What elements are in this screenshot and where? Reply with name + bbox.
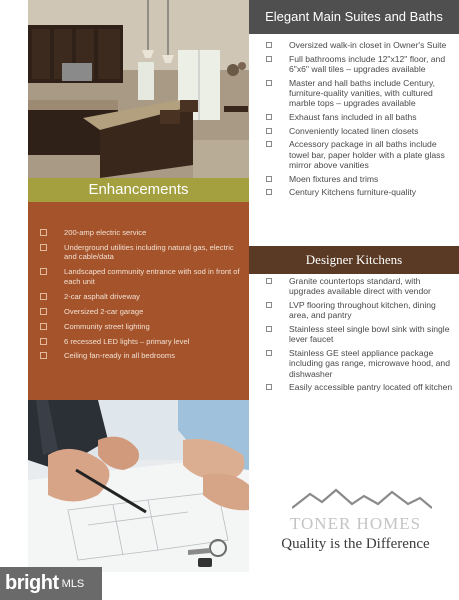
company-tagline: Quality is the Difference — [281, 536, 430, 552]
mls-suffix: MLS — [61, 577, 85, 590]
checkbox-icon — [266, 384, 272, 390]
checkbox-icon — [266, 350, 272, 356]
checkbox-icon — [266, 302, 272, 308]
list-item: Stainless steel single bowl sink with single lever faucet — [262, 324, 456, 345]
company-name: TONER HOMES — [289, 514, 422, 533]
list-item: Community street lighting — [40, 322, 241, 332]
checkbox-icon — [40, 229, 47, 236]
list-item: Accessory package in all baths include towel bar, paper holder with a plate glass mirror above vanities — [262, 139, 456, 170]
checkbox-icon — [40, 308, 47, 315]
checkbox-icon — [40, 352, 47, 359]
checkbox-icon — [266, 56, 272, 62]
list-item: Exhaust fans included in all baths — [262, 112, 456, 122]
bright-mls-badge — [0, 567, 102, 600]
checkbox-icon — [40, 293, 47, 300]
list-item: Moen fixtures and trims — [262, 174, 456, 184]
checkbox-icon — [266, 326, 272, 332]
list-item: Master and hall baths include Century, furniture-quality vanities, with cultured marble tops – upgrades available — [262, 78, 456, 109]
list-item: 6 recessed LED lights – primary level — [40, 337, 241, 347]
kitchen-photo — [28, 0, 249, 178]
toner-homes-logo — [252, 488, 459, 558]
list-item: Landscaped community entrance with sod in front of each unit — [40, 267, 241, 286]
checkbox-icon — [40, 244, 47, 251]
blueprint-hands-photo — [28, 400, 249, 572]
list-item: 200-amp electric service — [40, 228, 241, 238]
enhancements-title: Enhancements — [28, 178, 249, 202]
suites-title: Elegant Main Suites and Baths — [249, 0, 459, 34]
checkbox-icon — [40, 323, 47, 330]
list-item: Underground utilities including natural gas, electric and cable/data — [40, 243, 241, 262]
list-item: Stainless GE steel appliance package including gas range, microwave hood, and dishwasher — [262, 348, 456, 379]
enhancements-list — [40, 228, 241, 361]
list-item: Full bathrooms include 12"x12" floor, and 6"x6" wall tiles – upgrades available — [262, 54, 456, 75]
list-item: Oversized 2-car garage — [40, 307, 241, 317]
rooftop-logo-icon — [292, 488, 432, 510]
checkbox-icon — [40, 338, 47, 345]
list-item: Granite countertops standard, with upgrades available direct with vendor — [262, 276, 456, 297]
checkbox-icon — [40, 268, 47, 275]
checkbox-icon — [266, 80, 272, 86]
list-item: Conveniently located linen closets — [262, 126, 456, 136]
kitchens-list — [262, 276, 456, 396]
checkbox-icon — [266, 114, 272, 120]
checkbox-icon — [266, 189, 272, 195]
enhancements-panel — [28, 202, 249, 400]
list-item: Oversized walk-in closet in Owner's Suite — [262, 40, 456, 50]
checkbox-icon — [266, 278, 272, 284]
list-item: 2-car asphalt driveway — [40, 292, 241, 302]
list-item: LVP flooring throughout kitchen, dining area, and pantry — [262, 300, 456, 321]
list-item: Easily accessible pantry located off kitchen — [262, 382, 456, 392]
suites-list — [262, 40, 456, 201]
mls-brand: bright — [5, 572, 59, 594]
checkbox-icon — [266, 141, 272, 147]
kitchens-title: Designer Kitchens — [249, 246, 459, 274]
checkbox-icon — [266, 128, 272, 134]
checkbox-icon — [266, 176, 272, 182]
checkbox-icon — [266, 42, 272, 48]
list-item: Ceiling fan-ready in all bedrooms — [40, 351, 241, 361]
list-item: Century Kitchens furniture-quality — [262, 187, 456, 197]
